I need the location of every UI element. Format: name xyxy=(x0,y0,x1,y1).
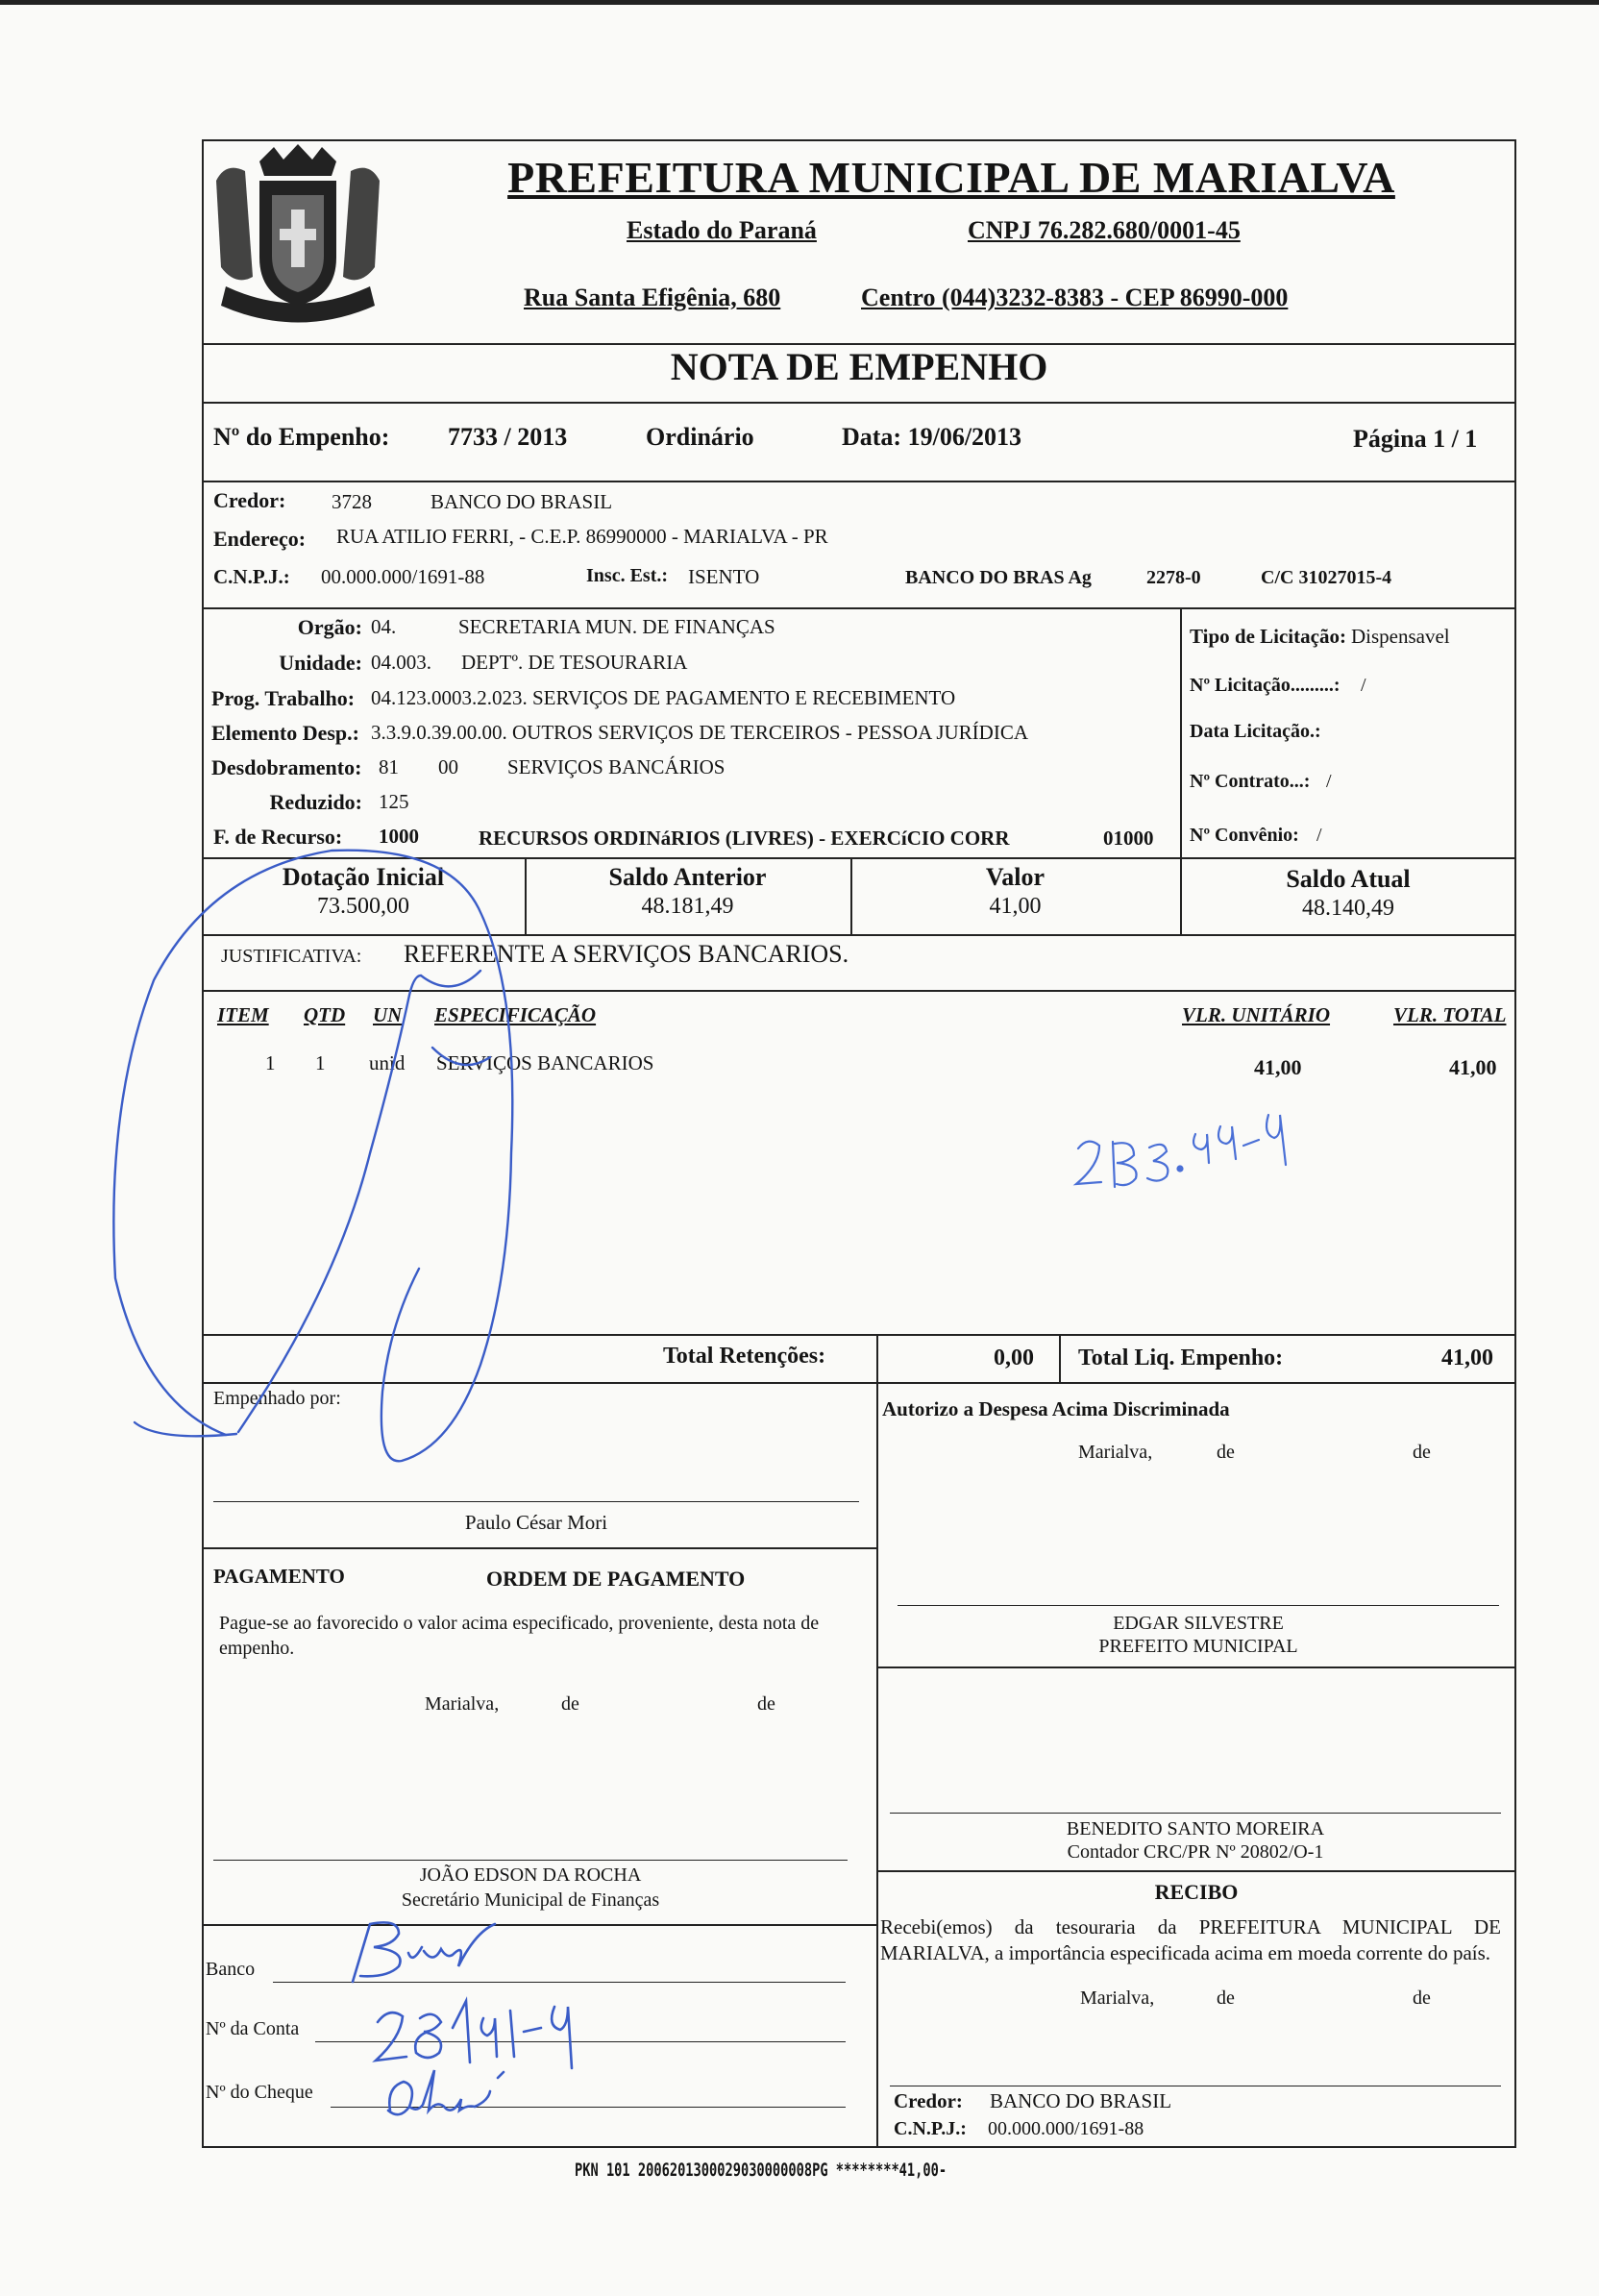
mayor-name: EDGAR SILVESTRE xyxy=(1113,1613,1284,1634)
payment-label: PAGAMENTO xyxy=(213,1565,345,1588)
address-district-phone-cep: Centro (044)3232-8383 - CEP 86990-000 xyxy=(861,284,1289,311)
unit-code: 04.003. xyxy=(371,651,431,674)
initial-appropriation-label: Dotação Inicial xyxy=(282,863,445,891)
resource-source-label: F. de Recurso: xyxy=(213,825,343,849)
col-specification: ESPECIFICAÇÃO xyxy=(434,1003,597,1026)
state-registration-label: Insc. Est.: xyxy=(586,565,669,586)
receipt-creditor-name: BANCO DO BRASIL xyxy=(990,2089,1172,2112)
reduced-value: 125 xyxy=(379,790,409,813)
account-field-label: Nº da Conta xyxy=(206,2018,300,2039)
receipt-cnpj-label: C.N.P.J.: xyxy=(894,2118,967,2139)
cheque-field-label: Nº do Cheque xyxy=(206,2082,313,2103)
empenho-number-label: Nº do Empenho: xyxy=(213,423,390,451)
item-row-specification: SERVIÇOS BANCARIOS xyxy=(436,1051,654,1074)
item-row-qty: 1 xyxy=(315,1051,326,1074)
prefecture-title: PREFEITURA MUNICIPAL DE MARIALVA xyxy=(507,153,1395,202)
col-total: VLR. TOTAL xyxy=(1393,1003,1507,1026)
unit-name: DEPTº. DE TESOURARIA xyxy=(461,651,688,674)
amount-label: Valor xyxy=(985,863,1046,891)
bidding-number-label: Nº Licitação.........: xyxy=(1190,675,1341,696)
committed-by-label: Empenhado por: xyxy=(213,1388,341,1409)
agreement-number: / xyxy=(1316,825,1322,846)
contract-label: Nº Contrato...: xyxy=(1190,771,1311,792)
payment-city: Marialva, xyxy=(425,1693,500,1715)
reduced-label: Reduzido: xyxy=(269,790,362,814)
expense-element-value: 3.3.9.0.39.00.00. OUTROS SERVIÇOS DE TERCEIROS - PESSOA JURÍDICA xyxy=(371,721,1029,744)
cnpj-label: C.N.P.J.: xyxy=(213,565,290,588)
authorization-de-2: de xyxy=(1413,1442,1431,1463)
finance-secretary-name: JOÃO EDSON DA ROCHA xyxy=(419,1864,642,1886)
bank-name: BANCO DO BRAS Ag xyxy=(905,567,1092,588)
bidding-type-label: Tipo de Licitação: xyxy=(1190,625,1346,648)
col-unit-price: VLR. UNITÁRIO xyxy=(1182,1003,1331,1026)
authorization-de-1: de xyxy=(1217,1442,1235,1463)
creditor-cnpj: 00.000.000/1691-88 xyxy=(321,565,485,588)
program-value: 04.123.0003.2.023. SERVIÇOS DE PAGAMENTO E RECEBIMENTO xyxy=(371,686,956,709)
mayor-title: PREFEITO MUNICIPAL xyxy=(1098,1636,1298,1657)
current-balance-label: Saldo Atual xyxy=(1286,865,1411,893)
program-label: Prog. Trabalho: xyxy=(211,686,356,710)
footer-processing-code: PKN 101 2006201300029030000008PG ********41,00- xyxy=(575,2160,947,2181)
initial-appropriation-value: 73.500,00 xyxy=(317,894,409,919)
bank-account: C/C 31027015-4 xyxy=(1261,567,1392,588)
receipt-de-1: de xyxy=(1217,1987,1235,2009)
authorization-title: Autorizo a Despesa Acima Discriminada xyxy=(882,1397,1230,1420)
item-row-unit: unid xyxy=(369,1051,406,1074)
justification-label: JUSTIFICATIVA: xyxy=(221,946,362,967)
committed-by-name: Paulo César Mori xyxy=(464,1511,608,1534)
handwritten-account-annotation xyxy=(1067,1096,1316,1201)
agreement-label: Nº Convênio: xyxy=(1190,825,1299,846)
payment-instruction: Pague-se ao favorecido o valor acima especificado, proveniente, desta nota de empenho. xyxy=(219,1613,820,1659)
payment-de-1: de xyxy=(561,1693,579,1715)
page-indicator: Página 1 / 1 xyxy=(1353,425,1478,453)
cnpj-header: CNPJ 76.282.680/0001-45 xyxy=(968,216,1241,244)
accountant-registration: Contador CRC/PR Nº 20802/O-1 xyxy=(1067,1841,1324,1863)
breakdown-code-2: 00 xyxy=(438,755,458,778)
creditor-code: 3728 xyxy=(332,490,372,513)
justification-text: REFERENTE A SERVIÇOS BANCARIOS. xyxy=(404,940,849,968)
resource-source-code-2: 01000 xyxy=(1103,827,1154,850)
resource-source-code: 1000 xyxy=(379,825,419,848)
handwritten-account-number xyxy=(370,1989,591,2076)
empenho-date: Data: 19/06/2013 xyxy=(842,423,1022,451)
bank-field-label: Banco xyxy=(206,1959,256,1980)
empenho-number: 7733 / 2013 xyxy=(448,423,568,451)
receipt-text: Recebi(emos) da tesouraria da PREFEITURA MUNICIPAL DE MARIALVA, a importância especificada acima em moeda corrente do país. xyxy=(880,1915,1501,1964)
receipt-city: Marialva, xyxy=(1080,1987,1155,2009)
handwritten-bank-annotation xyxy=(332,1913,504,1989)
organ-name: SECRETARIA MUN. DE FINANÇAS xyxy=(458,615,775,638)
organ-code: 04. xyxy=(371,615,397,638)
item-row-number: 1 xyxy=(265,1051,276,1074)
col-unit: UN xyxy=(373,1003,403,1026)
unit-label: Unidade: xyxy=(279,651,362,675)
state-name: Estado do Paraná xyxy=(627,216,817,244)
breakdown-code-1: 81 xyxy=(379,755,399,778)
address-label: Endereço: xyxy=(213,527,307,551)
col-item: ITEM xyxy=(217,1003,269,1026)
empenho-kind: Ordinário xyxy=(646,423,754,451)
payment-de-2: de xyxy=(757,1693,775,1715)
state-registration: ISENTO xyxy=(688,565,760,588)
resource-source-name: RECURSOS ORDINáRIOS (LIVRES) - EXERCíCIO CORR xyxy=(479,827,1010,850)
receipt-title: RECIBO xyxy=(1154,1880,1239,1904)
receipt-creditor-label: Credor: xyxy=(894,2089,963,2112)
document-type-title: NOTA DE EMPENHO xyxy=(670,345,1048,388)
authorization-city: Marialva, xyxy=(1078,1442,1153,1463)
bidding-number: / xyxy=(1361,675,1366,696)
breakdown-label: Desdobramento: xyxy=(211,755,362,779)
receipt-cnpj: 00.000.000/1691-88 xyxy=(988,2118,1144,2139)
accountant-name: BENEDITO SANTO MOREIRA xyxy=(1066,1818,1325,1839)
total-retentions-value: 0,00 xyxy=(994,1346,1034,1370)
bidding-date-label: Data Licitação.: xyxy=(1190,721,1321,742)
payment-order-title: ORDEM DE PAGAMENTO xyxy=(486,1567,746,1591)
creditor-address: RUA ATILIO FERRI, - C.E.P. 86990000 - MARIALVA - PR xyxy=(336,525,828,548)
col-qty: QTD xyxy=(304,1003,346,1026)
bank-agency: 2278-0 xyxy=(1146,567,1201,588)
organ-label: Orgão: xyxy=(297,615,362,639)
breakdown-name: SERVIÇOS BANCÁRIOS xyxy=(507,755,726,778)
net-total-value: 41,00 xyxy=(1441,1346,1493,1370)
creditor-name: BANCO DO BRASIL xyxy=(430,490,613,513)
current-balance-value: 48.140,49 xyxy=(1302,896,1394,921)
finance-secretary-title: Secretário Municipal de Finanças xyxy=(401,1889,660,1911)
total-retentions-label: Total Retenções: xyxy=(663,1344,826,1369)
receipt-de-2: de xyxy=(1413,1987,1431,2009)
item-row-total: 41,00 xyxy=(1449,1055,1497,1079)
creditor-label: Credor: xyxy=(213,488,286,512)
handwritten-cheque-annotation xyxy=(375,2066,519,2124)
net-total-label: Total Liq. Empenho: xyxy=(1078,1346,1284,1370)
item-row-unit-price: 41,00 xyxy=(1254,1055,1302,1079)
previous-balance-value: 48.181,49 xyxy=(641,894,734,919)
bidding-type: Dispensavel xyxy=(1351,625,1450,648)
expense-element-label: Elemento Desp.: xyxy=(211,721,359,745)
amount-value: 41,00 xyxy=(989,894,1042,919)
previous-balance-label: Saldo Anterior xyxy=(608,863,767,891)
address-street: Rua Santa Efigênia, 680 xyxy=(524,284,781,311)
contract-number: / xyxy=(1326,771,1332,792)
